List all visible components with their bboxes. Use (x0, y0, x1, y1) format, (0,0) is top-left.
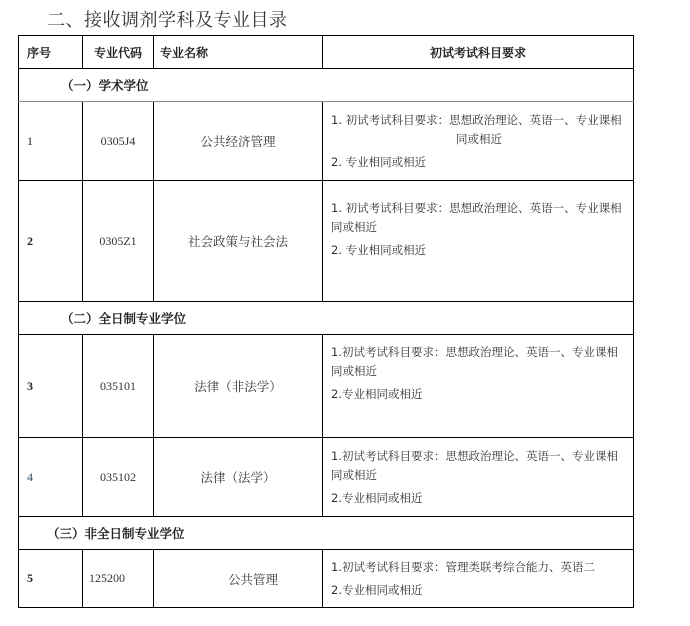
row-index: 4 (19, 438, 83, 517)
row-code: 0305Z1 (83, 181, 154, 302)
table-header-row (19, 36, 634, 69)
table-row (19, 438, 634, 517)
section-row-parttime-professional (19, 517, 634, 550)
section-row-fulltime-professional (19, 302, 634, 335)
table-row (19, 181, 634, 302)
page-title: 二、接收调剂学科及专业目录 (47, 10, 288, 31)
row-requirements (323, 102, 634, 181)
row-requirements (323, 438, 634, 517)
row-index: 2 (19, 181, 83, 302)
table-row (19, 102, 634, 181)
row-requirements (323, 181, 634, 302)
row-name: 公共管理 (154, 550, 323, 608)
requirement-2: 2.专业相同或相近 (331, 387, 423, 401)
requirement-2: 2.专业相同或相近 (331, 490, 423, 505)
requirement-2: 2.专业相同或相近 (331, 582, 423, 597)
row-code: 0305J4 (83, 102, 154, 181)
row-code: 035101 (83, 335, 154, 438)
header-code: 专业代码 (83, 36, 154, 69)
row-code: 125200 (83, 550, 154, 608)
row-index: 3 (19, 335, 83, 438)
table-row (19, 335, 634, 438)
row-name: 法律（法学） (154, 438, 323, 517)
header-index: 序号 (19, 36, 83, 69)
requirement-1: 1. 初试考试科目要求：思想政治理论、英语一、专业课相 同或相近 (331, 112, 622, 146)
row-code: 035102 (83, 438, 154, 517)
requirement-1: 1.初试考试科目要求：思想政治理论、英语一、专业课相 同或相近 (331, 345, 618, 378)
section-label: （二）全日制专业学位 (19, 302, 634, 335)
table-row (19, 550, 634, 608)
section-label: （一）学术学位 (19, 69, 634, 102)
requirement-2: 2. 专业相同或相近 (331, 243, 427, 257)
row-requirements (323, 550, 634, 608)
requirement-1: 1.初试考试科目要求：管理类联考综合能力、英语二 (331, 559, 595, 574)
requirement-1: 1. 初试考试科目要求：思想政治理论、英语一、专业课相 同或相近 (331, 201, 622, 234)
row-name: 社会政策与社会法 (154, 181, 323, 302)
row-requirements (323, 335, 634, 438)
catalog-table (18, 35, 634, 608)
header-name: 专业名称 (154, 36, 323, 69)
row-name: 法律（非法学） (154, 335, 323, 438)
header-requirements: 初试考试科目要求 (323, 36, 634, 69)
row-index: 1 (19, 102, 83, 181)
section-row-academic (19, 69, 634, 102)
requirement-1: 1.初试考试科目要求：思想政治理论、英语一、专业课相 同或相近 (331, 448, 618, 482)
row-name: 公共经济管理 (154, 102, 323, 181)
row-index: 5 (19, 550, 83, 608)
requirement-2: 2. 专业相同或相近 (331, 154, 427, 169)
section-label: （三）非全日制专业学位 (19, 517, 634, 550)
